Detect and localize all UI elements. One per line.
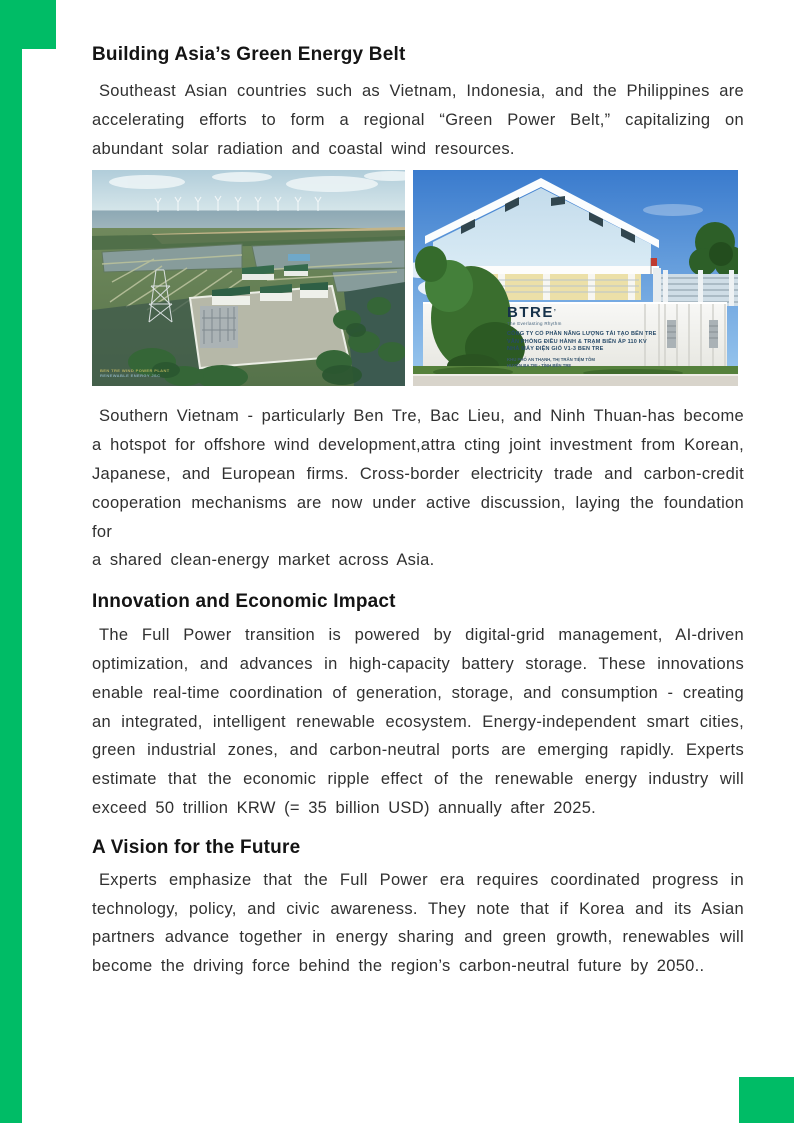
aerial-photo [92,170,405,386]
photo-row [92,170,744,386]
paragraph-innovation: The Full Power transition is powered by digital-grid management, AI-driven optimization, and advances in high-capacity battery storage. These innovations enable real-time coordination of generation, storage, and consumption - creating an integrated, intelligent renewable ecosystem. Energy-independent smart cities, green industrial zones, and carbon-neutral ports are emerging rapidly. Experts estimate that the economic ripple effect of the renewable energy industry will exceed 50 trillion KRW (= 35 billion USD) annually after 2025. [92,626,744,817]
photo-watermark: BEN TRE WIND POWER PLANT RENEWABLE ENERGY JSC [100,368,170,379]
bottom-right-accent-square [739,1077,794,1123]
left-accent-bar [0,0,22,1123]
article-body [92,42,744,981]
company-sign: BTRE’ The Everlasting Rhythm CÔNG TY CỔ PHẦN NĂNG LƯỢNG TÁI TẠO BẾN TRE VĂN PHÒNG ĐIỀU HÀNH & TRẠM BIẾN ÁP 110 KV NHÀ MÁY ĐIỆN GIÓ V1-3 BEN TRE KHU PHỐ AN THẠNH, THỊ TRẤN TIỆM TÔM HUYỆN BA TRI - TỈNH BẾN TRE [507,306,677,368]
section-heading-green-energy-belt: Building Asia’s Green Energy Belt [92,44,406,65]
section-heading-innovation: Innovation and Economic Impact [92,591,396,613]
pavement [413,375,738,386]
paragraph-southern-vietnam: Southern Vietnam - particularly Ben Tre, Bac Lieu, and Ninh Thuan-has become a hotspot for offshore wind development,attra cting joint investment from Korean, Japanese, and European firms. Cross-border electricity trade and carbon-credit cooperation mechanisms are now under active discussion, laying the foundation for [92,407,744,541]
paragraph-southern-vietnam-continued: a shared clean-energy market across Asia. [92,551,435,570]
paragraph-green-energy-belt: Southeast Asian countries such as Vietnam, Indonesia, and the Philippines are accelerating efforts to form a regional “Green Power Belt,” capitalizing on abundant solar radiation and coastal wind resources. [92,82,744,158]
building-photo [413,170,738,386]
btre-logo: BTRE’ [507,304,558,322]
substation-equipment [200,306,238,348]
sign-company-lines: CÔNG TY CỔ PHẦN NĂNG LƯỢNG TÁI TẠO BẾN TRE VĂN PHÒNG ĐIỀU HÀNH & TRẠM BIẾN ÁP 110 KV NHÀ MÁY ĐIỆN GIÓ V1-3 BEN TRE [507,331,657,353]
aerial-photo-illustration [92,170,405,386]
section-heading-vision: A Vision for the Future [92,836,301,858]
paragraph-vision: Experts emphasize that the Full Power era requires coordinated progress in technology, policy, and civic awareness. They note that if Korea and its Asian partners advance together in energy sharing and green growth, renewables will become the driving force behind the region’s carbon-neutral future by 2050.. [92,870,744,976]
sign-address-lines: KHU PHỐ AN THẠNH, THỊ TRẤN TIỆM TÔM HUYỆN BA TRI - TỈNH BẾN TRE [507,356,595,368]
top-left-accent-square [0,0,56,49]
